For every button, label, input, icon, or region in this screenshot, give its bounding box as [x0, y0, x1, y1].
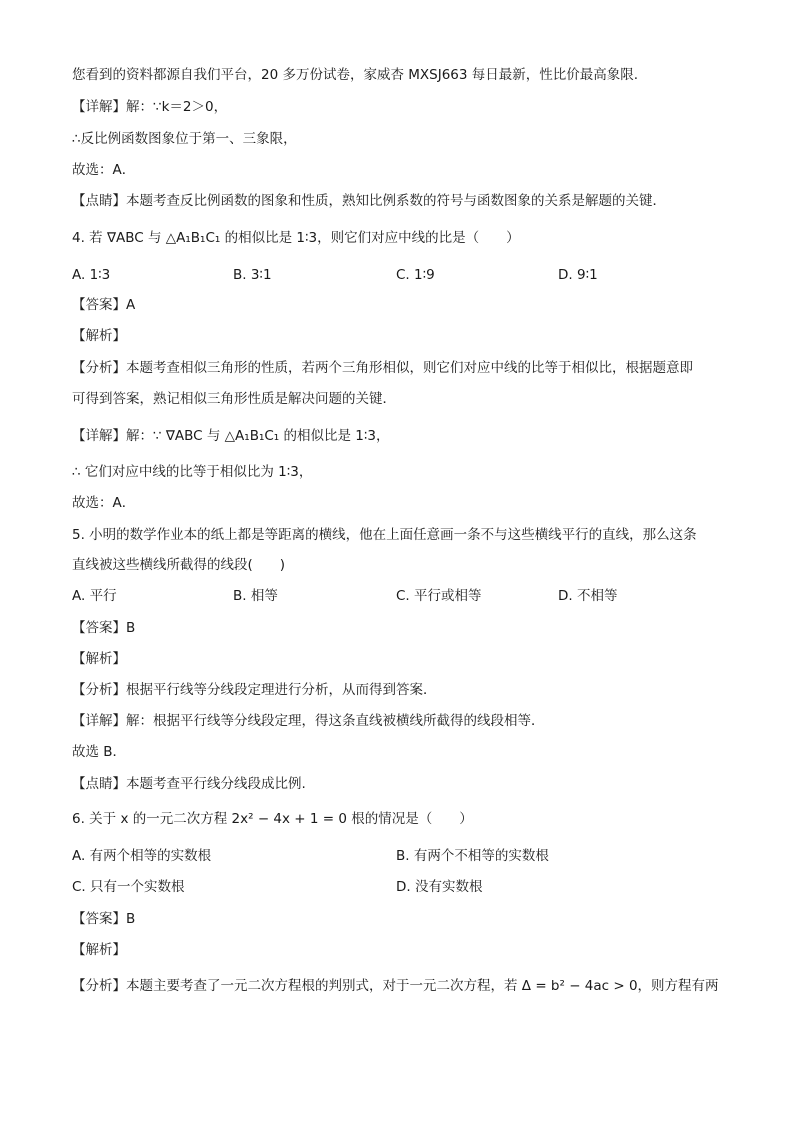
q6-option-d: D. 没有实数根: [396, 879, 483, 895]
q6-analysis: 【分析】本题主要考查了一元二次方程根的判别式，对于一元二次方程，若 Δ = b² − 4ac > 0，则方程有两: [72, 978, 719, 994]
q4-detail: 【详解】解：∵ ∇ABC 与 △A₁B₁C₁ 的相似比是 1∶3，: [72, 428, 390, 444]
q4-option-b: B. 3∶1: [233, 267, 272, 283]
q4-analysis-line-2: 可得到答案，熟记相似三角形性质是解决问题的关键．: [72, 391, 396, 407]
q4-option-d: D. 9∶1: [558, 267, 598, 283]
header-ad-line: 您看到的资料都源自我们平台，20 多万份试卷，家威杏 MXSJ663 每日最新，性比价最高象限.: [72, 67, 639, 83]
q6-analysis-title: 【解析】: [72, 942, 126, 958]
q4-stem: 4. 若 ∇ABC 与 △A₁B₁C₁ 的相似比是 1∶3，则它们对应中线的比是（ ）: [72, 230, 520, 246]
q4-analysis-line-1: 【分析】本题考查相似三角形的性质，若两个三角形相似，则它们对应中线的比等于相似比，根据题意即: [72, 360, 693, 376]
q5-analysis-title: 【解析】: [72, 651, 126, 667]
q5-answer: 【答案】B: [72, 620, 136, 636]
q5-choose: 故选 B．: [72, 744, 127, 760]
q5-stem-line-2: 直线被这些横线所截得的线段( ): [72, 557, 286, 573]
q4-option-a: A. 1∶3: [72, 267, 111, 283]
q6-stem: 6. 关于 x 的一元二次方程 2x² − 4x + 1 = 0 根的情况是（ ）: [72, 811, 473, 827]
q4-analysis-title: 【解析】: [72, 328, 126, 344]
q5-detail: 【详解】解：根据平行线等分线段定理，得这条直线被横线所截得的线段相等．: [72, 713, 545, 729]
q6-answer: 【答案】B: [72, 911, 136, 927]
q4-option-c: C. 1∶9: [396, 267, 435, 283]
q5-stem-line-1: 5. 小明的数学作业本的纸上都是等距离的横线，他在上面任意画一条不与这些横线平行的直线，那么这条: [72, 527, 697, 543]
q4-choose: 故选：A．: [72, 495, 136, 511]
q3-detail: 【详解】解：∵k＝2＞0，: [72, 99, 228, 115]
q4-therefore: ∴ 它们对应中线的比等于相似比为 1∶3，: [72, 464, 313, 480]
q5-option-d: D. 不相等: [558, 588, 618, 604]
q6-option-b: B. 有两个不相等的实数根: [396, 848, 549, 864]
q3-choose: 故选：A．: [72, 162, 136, 178]
q5-option-b: B. 相等: [233, 588, 278, 604]
q6-option-c: C. 只有一个实数根: [72, 879, 185, 895]
q5-option-a: A. 平行: [72, 588, 117, 604]
q3-comment: 【点睛】本题考查反比例函数的图象和性质，熟知比例系数的符号与函数图象的关系是解题的关键．: [72, 193, 666, 209]
q5-comment: 【点睛】本题考查平行线分线段成比例.: [72, 776, 306, 792]
q6-option-a: A. 有两个相等的实数根: [72, 848, 212, 864]
q5-analysis: 【分析】根据平行线等分线段定理进行分析，从而得到答案．: [72, 682, 437, 698]
q4-answer: 【答案】A: [72, 297, 136, 313]
q3-therefore: ∴反比例函数图象位于第一、三象限，: [72, 131, 297, 147]
q5-option-c: C. 平行或相等: [396, 588, 482, 604]
